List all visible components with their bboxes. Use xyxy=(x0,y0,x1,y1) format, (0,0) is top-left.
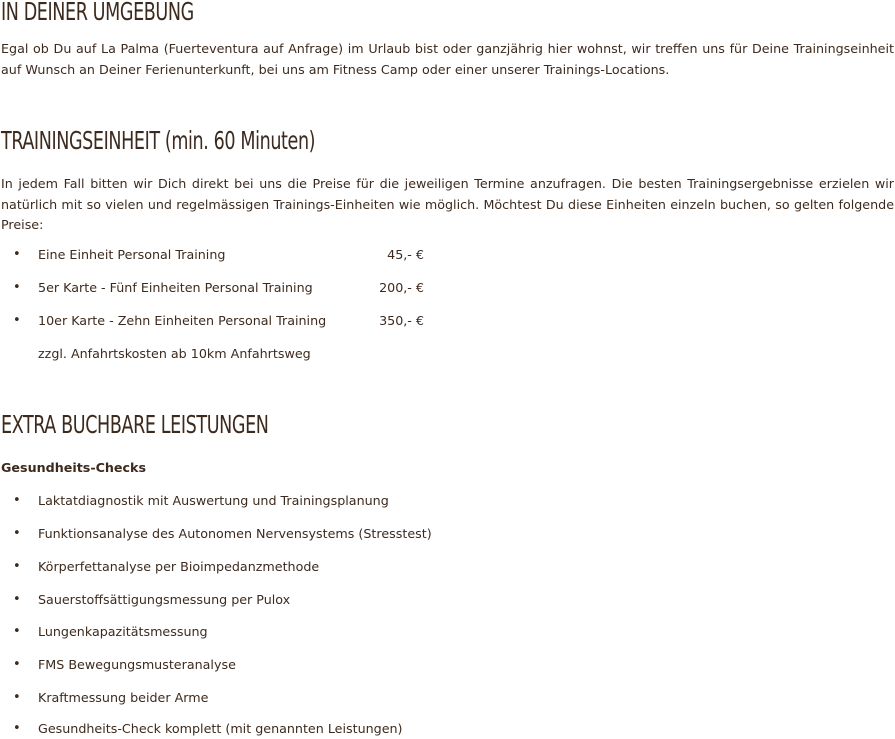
price-item-value: 200,- € xyxy=(379,280,424,295)
bullet-icon: • xyxy=(13,313,21,328)
list-item-label: Kraftmessung beider Arme xyxy=(38,690,209,705)
bullet-icon: • xyxy=(13,247,21,262)
list-item-label: Gesundheits-Check komplett (mit genannten Leistungen) xyxy=(38,721,403,736)
bullet-icon: • xyxy=(13,690,21,705)
list-item-label: Lungenkapazitätsmessung xyxy=(38,624,208,639)
bullet-icon: • xyxy=(13,657,21,672)
bullet-icon: • xyxy=(13,280,21,295)
price-item-value: 45,- € xyxy=(387,247,424,262)
list-item-label: Sauerstoffsättigungsmessung per Pulox xyxy=(38,592,291,607)
list-item-label: Laktatdiagnostik mit Auswertung und Trainingsplanung xyxy=(38,493,389,508)
list-item-label: FMS Bewegungsmusteranalyse xyxy=(38,657,236,672)
heading-extra-leistungen: EXTRA BUCHBARE LEISTUNGEN xyxy=(1,410,269,439)
bullet-icon: • xyxy=(13,624,21,639)
list-item-label: Funktionsanalyse des Autonomen Nervensystems (Stresstest) xyxy=(38,526,432,541)
list-item-label: Körperfettanalyse per Bioimpedanzmethode xyxy=(38,559,320,574)
heading-trainingseinheit: TRAININGSEINHEIT (min. 60 Minuten) xyxy=(1,126,316,155)
bullet-icon: • xyxy=(13,526,21,541)
subheading-gesundheits-checks: Gesundheits-Checks xyxy=(1,460,147,475)
bullet-icon: • xyxy=(13,493,21,508)
paragraph-trainingseinheit: In jedem Fall bitten wir Dich direkt bei uns die Preise für die jeweiligen Termine anzufragen. Die besten Trainingsergebnisse erzielen wir natürlich mit so vielen und regelmässigen Trainings-Einheiten wie möglich. Möchtest Du diese Einheiten einzeln buchen, so gelten folgende Preise: xyxy=(1,176,894,232)
bullet-icon: • xyxy=(13,559,21,574)
price-item-label: Eine Einheit Personal Training xyxy=(38,247,226,262)
bullet-icon: • xyxy=(13,592,21,607)
price-item-label: 5er Karte - Fünf Einheiten Personal Training xyxy=(38,280,313,295)
heading-umgebung: IN DEINER UMGEBUNG xyxy=(1,0,194,26)
travel-cost-note: zzgl. Anfahrtskosten ab 10km Anfahrtsweg xyxy=(38,346,311,361)
bullet-icon: • xyxy=(13,721,21,736)
paragraph-umgebung: Egal ob Du auf La Palma (Fuerteventura auf Anfrage) im Urlaub bist oder ganzjährig hier wohnst, wir treffen uns für Deine Trainingseinheit auf Wunsch an Deiner Ferienunterkunft, bei uns am Fitness Camp oder einer unserer Trainings-Locations. xyxy=(1,41,894,77)
price-item-value: 350,- € xyxy=(379,313,424,328)
price-item-label: 10er Karte - Zehn Einheiten Personal Training xyxy=(38,313,327,328)
